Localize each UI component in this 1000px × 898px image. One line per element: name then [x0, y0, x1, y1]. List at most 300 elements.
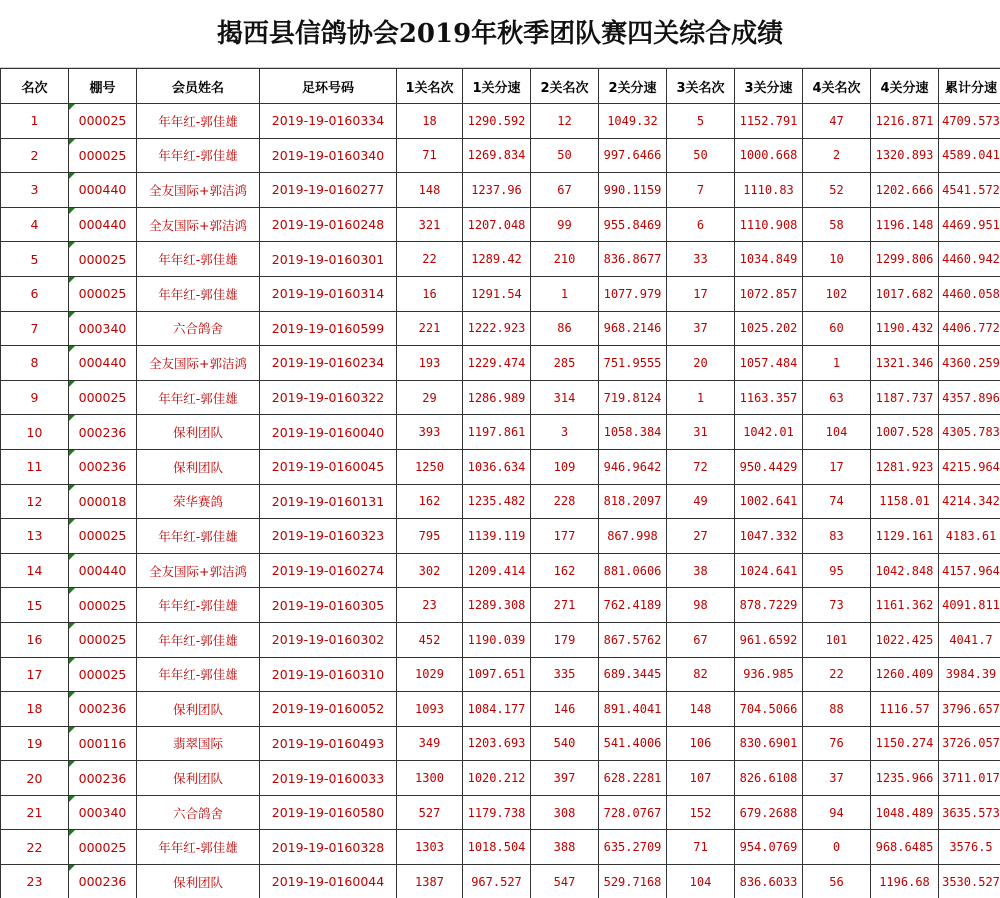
cell-leg4-speed: 1007.528: [871, 415, 939, 450]
cell-total-speed: 4460.058: [939, 276, 1000, 311]
cell-rank: 1: [1, 104, 69, 139]
table-row: [1, 104, 1000, 139]
cell-member-name: 年年红-郭佳雄: [137, 380, 260, 415]
cell-leg1-rank: 302: [397, 553, 463, 588]
cell-leg4-speed: 1129.161: [871, 519, 939, 554]
cell-ring-no: 2019-19-0160052: [260, 692, 397, 727]
cell-ring-no: 2019-19-0160493: [260, 726, 397, 761]
cell-total-speed: 4589.041: [939, 138, 1000, 173]
cell-leg4-rank: 17: [803, 449, 871, 484]
cell-member-name: 全友国际+郭洁鸿: [137, 173, 260, 208]
cell-leg4-rank: 10: [803, 242, 871, 277]
cell-leg3-rank: 104: [667, 865, 735, 898]
header-leg1-speed: 1关分速: [463, 69, 531, 104]
table-row: [1, 484, 1000, 519]
cell-leg4-speed: 1196.68: [871, 865, 939, 898]
cell-leg2-rank: 388: [531, 830, 599, 865]
cell-leg1-speed: 1235.482: [463, 484, 531, 519]
cell-leg4-speed: 1042.848: [871, 553, 939, 588]
cell-leg2-rank: 162: [531, 553, 599, 588]
cell-member-name: 年年红-郭佳雄: [137, 519, 260, 554]
cell-leg1-speed: 1289.42: [463, 242, 531, 277]
cell-leg2-rank: 177: [531, 519, 599, 554]
cell-total-speed: 4157.964: [939, 553, 1000, 588]
cell-leg2-rank: 146: [531, 692, 599, 727]
cell-leg4-rank: 37: [803, 761, 871, 796]
cell-total-speed: 4469.951: [939, 207, 1000, 242]
header-leg4-rank: 4关名次: [803, 69, 871, 104]
cell-member-name: 保利团队: [137, 692, 260, 727]
cell-leg2-speed: 529.7168: [599, 865, 667, 898]
cell-rank: 15: [1, 588, 69, 623]
cell-leg4-rank: 58: [803, 207, 871, 242]
cell-leg3-rank: 67: [667, 622, 735, 657]
cell-rank: 6: [1, 276, 69, 311]
cell-leg2-rank: 3: [531, 415, 599, 450]
cell-leg3-rank: 152: [667, 795, 735, 830]
cell-ring-no: 2019-19-0160310: [260, 657, 397, 692]
cell-leg4-rank: 102: [803, 276, 871, 311]
cell-leg3-speed: 1072.857: [735, 276, 803, 311]
cell-leg4-rank: 94: [803, 795, 871, 830]
cell-loft-no: 000440: [69, 553, 137, 588]
table-row: [1, 173, 1000, 208]
cell-leg3-speed: 1025.202: [735, 311, 803, 346]
cell-leg1-speed: 1289.308: [463, 588, 531, 623]
cell-loft-no: 000440: [69, 346, 137, 381]
header-total-speed: 累计分速: [939, 69, 1000, 104]
cell-leg2-rank: 308: [531, 795, 599, 830]
table-row: [1, 795, 1000, 830]
cell-leg4-rank: 76: [803, 726, 871, 761]
results-table: [0, 68, 1000, 898]
cell-total-speed: 4357.896: [939, 380, 1000, 415]
cell-leg3-rank: 49: [667, 484, 735, 519]
cell-leg2-speed: 1049.32: [599, 104, 667, 139]
cell-leg2-rank: 285: [531, 346, 599, 381]
cell-rank: 4: [1, 207, 69, 242]
cell-leg2-rank: 86: [531, 311, 599, 346]
table-row: [1, 415, 1000, 450]
cell-ring-no: 2019-19-0160301: [260, 242, 397, 277]
cell-total-speed: 4183.61: [939, 519, 1000, 554]
cell-ring-no: 2019-19-0160045: [260, 449, 397, 484]
cell-ring-no: 2019-19-0160274: [260, 553, 397, 588]
cell-leg3-speed: 936.985: [735, 657, 803, 692]
cell-leg3-speed: 1024.641: [735, 553, 803, 588]
cell-total-speed: 4214.342: [939, 484, 1000, 519]
cell-member-name: 全友国际+郭洁鸿: [137, 553, 260, 588]
cell-loft-no: 000025: [69, 276, 137, 311]
cell-ring-no: 2019-19-0160277: [260, 173, 397, 208]
cell-leg4-speed: 1196.148: [871, 207, 939, 242]
cell-leg1-speed: 1290.592: [463, 104, 531, 139]
cell-leg3-rank: 17: [667, 276, 735, 311]
cell-leg1-speed: 1237.96: [463, 173, 531, 208]
cell-loft-no: 000025: [69, 519, 137, 554]
cell-leg2-rank: 210: [531, 242, 599, 277]
cell-leg4-rank: 104: [803, 415, 871, 450]
cell-leg3-speed: 1163.357: [735, 380, 803, 415]
cell-leg4-rank: 0: [803, 830, 871, 865]
cell-leg3-rank: 31: [667, 415, 735, 450]
header-row: [1, 69, 1000, 104]
header-ring-no: 足环号码: [260, 69, 397, 104]
cell-leg4-speed: 1281.923: [871, 449, 939, 484]
cell-rank: 10: [1, 415, 69, 450]
cell-leg3-speed: 954.0769: [735, 830, 803, 865]
table-row: [1, 311, 1000, 346]
cell-leg4-rank: 1: [803, 346, 871, 381]
cell-member-name: 翡翠国际: [137, 726, 260, 761]
cell-leg3-rank: 50: [667, 138, 735, 173]
cell-total-speed: 3576.5: [939, 830, 1000, 865]
cell-total-speed: 3711.017: [939, 761, 1000, 796]
cell-member-name: 年年红-郭佳雄: [137, 276, 260, 311]
cell-member-name: 保利团队: [137, 415, 260, 450]
cell-rank: 12: [1, 484, 69, 519]
cell-leg3-speed: 1002.641: [735, 484, 803, 519]
cell-ring-no: 2019-19-0160234: [260, 346, 397, 381]
cell-leg4-rank: 56: [803, 865, 871, 898]
cell-leg2-rank: 314: [531, 380, 599, 415]
cell-total-speed: 4709.573: [939, 104, 1000, 139]
cell-leg3-speed: 950.4429: [735, 449, 803, 484]
cell-leg3-rank: 38: [667, 553, 735, 588]
cell-leg4-speed: 1161.362: [871, 588, 939, 623]
cell-loft-no: 000025: [69, 622, 137, 657]
table-row: [1, 692, 1000, 727]
cell-total-speed: 4406.772: [939, 311, 1000, 346]
cell-leg2-speed: 751.9555: [599, 346, 667, 381]
cell-leg1-speed: 1207.048: [463, 207, 531, 242]
cell-leg3-speed: 679.2688: [735, 795, 803, 830]
cell-leg1-rank: 22: [397, 242, 463, 277]
cell-leg2-rank: 50: [531, 138, 599, 173]
sheet-title: 揭西县信鸽协会2019年秋季团队赛四关综合成绩: [0, 0, 1000, 68]
cell-leg2-speed: 968.2146: [599, 311, 667, 346]
table-row: [1, 588, 1000, 623]
cell-leg1-rank: 321: [397, 207, 463, 242]
cell-leg4-rank: 95: [803, 553, 871, 588]
cell-leg2-rank: 228: [531, 484, 599, 519]
cell-leg1-speed: 1036.634: [463, 449, 531, 484]
cell-leg2-rank: 1: [531, 276, 599, 311]
cell-leg1-rank: 71: [397, 138, 463, 173]
cell-loft-no: 000236: [69, 692, 137, 727]
cell-leg1-speed: 1097.651: [463, 657, 531, 692]
cell-leg1-rank: 795: [397, 519, 463, 554]
cell-rank: 2: [1, 138, 69, 173]
cell-leg2-rank: 179: [531, 622, 599, 657]
cell-rank: 14: [1, 553, 69, 588]
cell-rank: 3: [1, 173, 69, 208]
cell-leg4-rank: 74: [803, 484, 871, 519]
cell-leg4-speed: 1235.966: [871, 761, 939, 796]
cell-rank: 22: [1, 830, 69, 865]
cell-leg4-rank: 60: [803, 311, 871, 346]
cell-leg2-rank: 99: [531, 207, 599, 242]
cell-ring-no: 2019-19-0160302: [260, 622, 397, 657]
header-leg3-rank: 3关名次: [667, 69, 735, 104]
cell-loft-no: 000236: [69, 761, 137, 796]
cell-leg4-rank: 83: [803, 519, 871, 554]
cell-leg4-rank: 88: [803, 692, 871, 727]
cell-loft-no: 000340: [69, 795, 137, 830]
cell-leg3-speed: 878.7229: [735, 588, 803, 623]
cell-leg3-rank: 107: [667, 761, 735, 796]
cell-leg1-speed: 1190.039: [463, 622, 531, 657]
cell-leg2-speed: 541.4006: [599, 726, 667, 761]
cell-rank: 9: [1, 380, 69, 415]
cell-leg4-speed: 1048.489: [871, 795, 939, 830]
cell-ring-no: 2019-19-0160033: [260, 761, 397, 796]
cell-member-name: 年年红-郭佳雄: [137, 242, 260, 277]
cell-ring-no: 2019-19-0160334: [260, 104, 397, 139]
cell-member-name: 年年红-郭佳雄: [137, 622, 260, 657]
cell-leg4-speed: 1187.737: [871, 380, 939, 415]
cell-leg1-rank: 18: [397, 104, 463, 139]
table-row: [1, 622, 1000, 657]
cell-leg1-rank: 1250: [397, 449, 463, 484]
cell-ring-no: 2019-19-0160322: [260, 380, 397, 415]
cell-leg1-rank: 1093: [397, 692, 463, 727]
cell-leg1-speed: 1229.474: [463, 346, 531, 381]
cell-rank: 20: [1, 761, 69, 796]
cell-loft-no: 000440: [69, 207, 137, 242]
cell-leg1-rank: 1029: [397, 657, 463, 692]
cell-total-speed: 3530.527: [939, 865, 1000, 898]
cell-loft-no: 000025: [69, 138, 137, 173]
cell-leg4-speed: 1321.346: [871, 346, 939, 381]
cell-leg3-rank: 82: [667, 657, 735, 692]
cell-member-name: 年年红-郭佳雄: [137, 657, 260, 692]
cell-leg2-speed: 836.8677: [599, 242, 667, 277]
cell-leg4-speed: 1202.666: [871, 173, 939, 208]
cell-leg2-rank: 109: [531, 449, 599, 484]
cell-leg1-rank: 393: [397, 415, 463, 450]
cell-leg2-speed: 946.9642: [599, 449, 667, 484]
cell-leg3-speed: 1034.849: [735, 242, 803, 277]
cell-leg2-rank: 271: [531, 588, 599, 623]
table-row: [1, 519, 1000, 554]
cell-leg3-rank: 106: [667, 726, 735, 761]
header-leg2-speed: 2关分速: [599, 69, 667, 104]
cell-leg4-speed: 1216.871: [871, 104, 939, 139]
cell-leg4-rank: 2: [803, 138, 871, 173]
cell-leg1-speed: 1018.504: [463, 830, 531, 865]
cell-leg1-speed: 1291.54: [463, 276, 531, 311]
cell-loft-no: 000025: [69, 588, 137, 623]
cell-leg3-speed: 1042.01: [735, 415, 803, 450]
cell-leg1-speed: 1222.923: [463, 311, 531, 346]
header-leg3-speed: 3关分速: [735, 69, 803, 104]
cell-total-speed: 3635.573: [939, 795, 1000, 830]
cell-total-speed: 4460.942: [939, 242, 1000, 277]
cell-leg2-rank: 540: [531, 726, 599, 761]
cell-member-name: 年年红-郭佳雄: [137, 104, 260, 139]
cell-total-speed: 3726.057: [939, 726, 1000, 761]
cell-ring-no: 2019-19-0160599: [260, 311, 397, 346]
cell-leg1-speed: 1020.212: [463, 761, 531, 796]
cell-loft-no: 000025: [69, 104, 137, 139]
cell-member-name: 全友国际+郭洁鸿: [137, 346, 260, 381]
cell-leg2-rank: 335: [531, 657, 599, 692]
table-row: [1, 449, 1000, 484]
table-row: [1, 242, 1000, 277]
cell-rank: 13: [1, 519, 69, 554]
cell-ring-no: 2019-19-0160314: [260, 276, 397, 311]
cell-leg4-speed: 1116.57: [871, 692, 939, 727]
table-row: [1, 380, 1000, 415]
cell-total-speed: 4541.572: [939, 173, 1000, 208]
table-row: [1, 553, 1000, 588]
cell-loft-no: 000025: [69, 830, 137, 865]
cell-leg1-speed: 1209.414: [463, 553, 531, 588]
cell-leg3-rank: 20: [667, 346, 735, 381]
cell-loft-no: 000116: [69, 726, 137, 761]
cell-member-name: 六合鸽舍: [137, 311, 260, 346]
cell-leg2-speed: 635.2709: [599, 830, 667, 865]
cell-leg1-rank: 162: [397, 484, 463, 519]
cell-leg3-rank: 5: [667, 104, 735, 139]
cell-leg2-speed: 867.998: [599, 519, 667, 554]
cell-total-speed: 4360.259: [939, 346, 1000, 381]
cell-leg2-speed: 881.0606: [599, 553, 667, 588]
table-row: [1, 726, 1000, 761]
cell-member-name: 年年红-郭佳雄: [137, 830, 260, 865]
cell-ring-no: 2019-19-0160040: [260, 415, 397, 450]
cell-leg4-speed: 1158.01: [871, 484, 939, 519]
cell-leg4-rank: 63: [803, 380, 871, 415]
cell-leg3-rank: 33: [667, 242, 735, 277]
cell-leg3-speed: 1110.908: [735, 207, 803, 242]
cell-member-name: 保利团队: [137, 449, 260, 484]
cell-leg2-speed: 719.8124: [599, 380, 667, 415]
cell-leg4-speed: 968.6485: [871, 830, 939, 865]
table-row: [1, 346, 1000, 381]
cell-leg1-rank: 1300: [397, 761, 463, 796]
table-row: [1, 657, 1000, 692]
cell-rank: 18: [1, 692, 69, 727]
cell-leg3-speed: 961.6592: [735, 622, 803, 657]
cell-member-name: 荣华赛鸽: [137, 484, 260, 519]
cell-leg1-speed: 1139.119: [463, 519, 531, 554]
cell-leg2-speed: 891.4041: [599, 692, 667, 727]
cell-leg4-speed: 1299.806: [871, 242, 939, 277]
cell-leg4-speed: 1150.274: [871, 726, 939, 761]
table-body: [1, 104, 1000, 898]
cell-loft-no: 000236: [69, 449, 137, 484]
cell-leg1-speed: 1286.989: [463, 380, 531, 415]
cell-rank: 11: [1, 449, 69, 484]
header-rank: 名次: [1, 69, 69, 104]
cell-loft-no: 000025: [69, 242, 137, 277]
cell-leg1-speed: 1203.693: [463, 726, 531, 761]
table-row: [1, 138, 1000, 173]
cell-leg2-speed: 818.2097: [599, 484, 667, 519]
cell-total-speed: 3796.657: [939, 692, 1000, 727]
cell-loft-no: 000236: [69, 865, 137, 898]
cell-leg2-speed: 628.2281: [599, 761, 667, 796]
cell-leg3-speed: 1000.668: [735, 138, 803, 173]
header-member-name: 会员姓名: [137, 69, 260, 104]
cell-total-speed: 4091.811: [939, 588, 1000, 623]
cell-leg1-rank: 29: [397, 380, 463, 415]
cell-leg1-rank: 1387: [397, 865, 463, 898]
cell-member-name: 全友国际+郭洁鸿: [137, 207, 260, 242]
cell-leg4-speed: 1017.682: [871, 276, 939, 311]
cell-ring-no: 2019-19-0160248: [260, 207, 397, 242]
cell-leg3-speed: 826.6108: [735, 761, 803, 796]
cell-leg3-speed: 836.6033: [735, 865, 803, 898]
header-leg4-speed: 4关分速: [871, 69, 939, 104]
cell-leg1-rank: 221: [397, 311, 463, 346]
cell-leg2-rank: 12: [531, 104, 599, 139]
cell-leg2-speed: 689.3445: [599, 657, 667, 692]
cell-loft-no: 000025: [69, 657, 137, 692]
cell-ring-no: 2019-19-0160340: [260, 138, 397, 173]
cell-member-name: 年年红-郭佳雄: [137, 138, 260, 173]
cell-member-name: 保利团队: [137, 761, 260, 796]
cell-loft-no: 000440: [69, 173, 137, 208]
cell-rank: 8: [1, 346, 69, 381]
cell-total-speed: 4215.964: [939, 449, 1000, 484]
cell-leg1-rank: 1303: [397, 830, 463, 865]
cell-leg3-rank: 6: [667, 207, 735, 242]
cell-leg4-speed: 1190.432: [871, 311, 939, 346]
table-row: [1, 276, 1000, 311]
cell-leg4-speed: 1320.893: [871, 138, 939, 173]
cell-leg1-speed: 967.527: [463, 865, 531, 898]
cell-ring-no: 2019-19-0160328: [260, 830, 397, 865]
cell-leg2-speed: 762.4189: [599, 588, 667, 623]
cell-leg1-rank: 349: [397, 726, 463, 761]
cell-leg3-rank: 72: [667, 449, 735, 484]
cell-leg2-speed: 990.1159: [599, 173, 667, 208]
cell-leg1-speed: 1084.177: [463, 692, 531, 727]
cell-rank: 17: [1, 657, 69, 692]
cell-leg4-rank: 47: [803, 104, 871, 139]
cell-leg2-speed: 955.8469: [599, 207, 667, 242]
cell-loft-no: 000236: [69, 415, 137, 450]
cell-leg2-rank: 547: [531, 865, 599, 898]
cell-ring-no: 2019-19-0160044: [260, 865, 397, 898]
cell-leg1-speed: 1269.834: [463, 138, 531, 173]
cell-leg1-rank: 148: [397, 173, 463, 208]
cell-rank: 7: [1, 311, 69, 346]
cell-leg2-rank: 67: [531, 173, 599, 208]
cell-leg3-speed: 1047.332: [735, 519, 803, 554]
cell-rank: 23: [1, 865, 69, 898]
cell-leg3-speed: 1110.83: [735, 173, 803, 208]
cell-leg3-rank: 37: [667, 311, 735, 346]
header-loft-no: 棚号: [69, 69, 137, 104]
cell-total-speed: 4305.783: [939, 415, 1000, 450]
cell-leg2-speed: 1058.384: [599, 415, 667, 450]
cell-leg1-speed: 1197.861: [463, 415, 531, 450]
cell-leg3-rank: 7: [667, 173, 735, 208]
cell-leg3-speed: 704.5066: [735, 692, 803, 727]
cell-leg3-rank: 98: [667, 588, 735, 623]
cell-loft-no: 000340: [69, 311, 137, 346]
cell-leg4-rank: 52: [803, 173, 871, 208]
cell-leg2-speed: 997.6466: [599, 138, 667, 173]
cell-leg3-rank: 27: [667, 519, 735, 554]
table-row: [1, 207, 1000, 242]
cell-loft-no: 000018: [69, 484, 137, 519]
header-leg1-rank: 1关名次: [397, 69, 463, 104]
